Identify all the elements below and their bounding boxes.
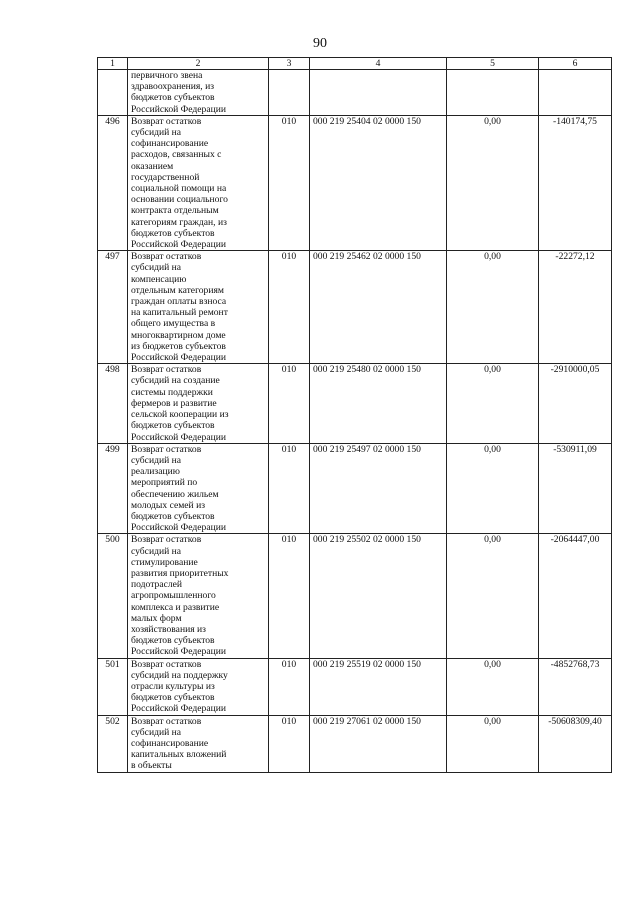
row-value-col5: 0,00 [447,715,539,772]
row-number: 500 [98,534,128,658]
table-header-row [98,58,612,70]
row-number: 497 [98,251,128,364]
page-number: 90 [313,36,327,51]
row-value-col5: 0,00 [447,443,539,534]
row-description: Возврат остатков субсидий на поддержку отрасли культуры из бюджетов субъектов Российской Федерации [128,658,269,715]
table-row [98,658,612,715]
row-budget-code: 000 219 25497 02 0000 150 [310,443,447,534]
row-budget-code: 000 219 25502 02 0000 150 [310,534,447,658]
row-number [98,70,128,116]
row-number: 498 [98,364,128,443]
row-value-col5: 0,00 [447,251,539,364]
row-description: Возврат остатков субсидий на компенсацию отдельным категориям граждан оплаты взноса на капитальный ремонт общего имущества в многоквартирном доме из бюджетов субъектов Российской Федерации [128,251,269,364]
row-admin-code: 010 [269,715,310,772]
row-budget-code: 000 219 25462 02 0000 150 [310,251,447,364]
row-budget-code [310,70,447,116]
table-row [98,364,612,443]
row-value-col6: -50608309,40 [539,715,612,772]
row-budget-code: 000 219 25404 02 0000 150 [310,115,447,250]
row-value-col6 [539,70,612,116]
column-header: 4 [310,58,447,70]
column-header: 2 [128,58,269,70]
table-row [98,115,612,250]
table-row [98,715,612,772]
row-value-col5: 0,00 [447,364,539,443]
row-description: Возврат остатков субсидий на стимулирование развития приоритетных подотраслей агропромышленного комплекса и развитие малых форм хозяйствования из бюджетов субъектов Российской Федерации [128,534,269,658]
row-description: Возврат остатков субсидий на софинансирование расходов, связанных с оказанием государственной социальной помощи на основании социального контракта отдельным категориям граждан, из бюджетов субъектов Российской Федерации [128,115,269,250]
row-admin-code: 010 [269,115,310,250]
column-header: 3 [269,58,310,70]
row-number: 502 [98,715,128,772]
row-description: Возврат остатков субсидий на реализацию мероприятий по обеспечению жильем молодых семей из бюджетов субъектов Российской Федерации [128,443,269,534]
row-admin-code: 010 [269,534,310,658]
row-value-col5: 0,00 [447,658,539,715]
row-budget-code: 000 219 25480 02 0000 150 [310,364,447,443]
row-value-col6: -140174,75 [539,115,612,250]
column-header: 5 [447,58,539,70]
row-value-col5: 0,00 [447,115,539,250]
row-admin-code: 010 [269,364,310,443]
row-value-col6: -2064447,00 [539,534,612,658]
table-row [98,70,612,116]
row-budget-code: 000 219 25519 02 0000 150 [310,658,447,715]
table-row [98,443,612,534]
row-value-col6: -22272,12 [539,251,612,364]
row-value-col5: 0,00 [447,534,539,658]
row-number: 501 [98,658,128,715]
budget-table [97,57,612,773]
row-description: Возврат остатков субсидий на софинансирование капитальных вложений в объекты [128,715,269,772]
row-admin-code: 010 [269,443,310,534]
row-value-col6: -530911,09 [539,443,612,534]
table-row [98,251,612,364]
row-number: 499 [98,443,128,534]
column-header: 6 [539,58,612,70]
table-row [98,534,612,658]
row-admin-code [269,70,310,116]
row-description: Возврат остатков субсидий на создание системы поддержки фермеров и развитие сельской кооперации из бюджетов субъектов Российской Федерации [128,364,269,443]
row-value-col6: -4852768,73 [539,658,612,715]
row-value-col6: -2910000,05 [539,364,612,443]
row-value-col5 [447,70,539,116]
column-header: 1 [98,58,128,70]
row-budget-code: 000 219 27061 02 0000 150 [310,715,447,772]
row-number: 496 [98,115,128,250]
row-admin-code: 010 [269,658,310,715]
row-description: первичного звена здравоохранения, из бюджетов субъектов Российской Федерации [128,70,269,116]
row-admin-code: 010 [269,251,310,364]
